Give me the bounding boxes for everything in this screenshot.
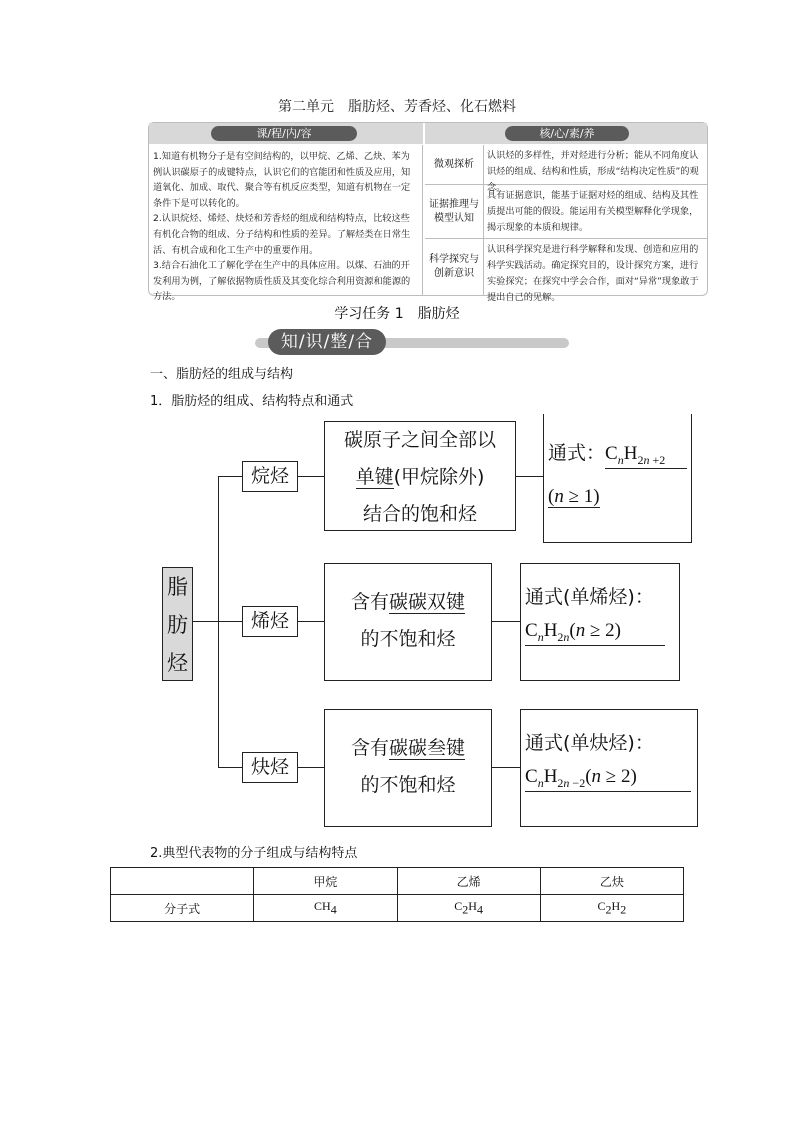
alkane-key-term: 单键 <box>355 466 394 488</box>
course-item: 3.结合石油化工了解化学在生产中的具体应用。以煤、石油的开发利用为例，了解依据物质性质及其变化综合利用资源和能源的方法。 <box>153 260 411 303</box>
table-header-row <box>111 868 684 895</box>
table-header-cell: 乙烯 <box>397 868 540 895</box>
alkene-desc-line1: 含有碳碳双键 <box>350 591 466 613</box>
alkene-desc-line2: 的不饱和烃 <box>360 628 456 650</box>
alkane-formula-box <box>543 414 692 543</box>
literacy-row <box>425 145 707 193</box>
literacy-text: 具有证据意识，能基于证据对烃的组成、结构及其性质提出可能的假设。能运用有关模型解释化学现象，揭示现象的本质和规律。 <box>487 190 699 233</box>
alkyne-formula-title: 通式(单炔烃)： <box>525 732 654 754</box>
table-cell-formula: $CH_4$ <box>254 895 397 922</box>
alkane-formula <box>548 438 687 469</box>
alkene-formula-box <box>520 563 680 681</box>
course-item: 1.知道有机物分子是有空间结构的，以甲烷、乙烯、乙炔、苯为例认识碳原子的成键特点，认识它们的官能团和性质及应用，知道氧化、加成、取代、聚合等有机反应类型，知道有机物在一定条件下是可以转化的。 <box>153 151 411 209</box>
connector-line <box>492 767 520 768</box>
alkene-formula-title: 通式(单烯烃)： <box>525 586 654 608</box>
alkene-key-term: 碳碳双键 <box>389 591 466 613</box>
alkyne-desc-line1: 含有碳碳叁键 <box>350 737 466 759</box>
root-char: 烃 <box>167 651 188 675</box>
root-char: 肪 <box>167 613 188 637</box>
literacy-label: 微观探析 <box>425 145 484 184</box>
course-literacy-table <box>148 122 708 303</box>
task-title: 学习任务 1 脂肪烃 <box>334 306 460 322</box>
literacy-text: 认识烃的多样性，并对烃进行分析；能从不同角度认识烃的组成、结构和性质，形成“结构决定性质”的观念。 <box>487 150 699 193</box>
literacy-label: 科学探究与创新意识 <box>425 239 484 295</box>
table-row-label: 分子式 <box>111 895 254 922</box>
connector-line <box>516 476 543 477</box>
connector-line <box>492 621 520 622</box>
literacy-row <box>425 239 707 303</box>
course-content-pill: 课/程/内/容 <box>211 126 357 141</box>
alkyne-formula: $C_nH_{2n -2}(n \ge 2)$ <box>525 766 691 792</box>
root-char: 脂 <box>167 575 188 599</box>
connector-line <box>298 476 324 477</box>
alkyne-desc-line2: 的不饱和烃 <box>360 774 456 796</box>
alkyne-key-term: 碳碳叁键 <box>389 737 466 759</box>
table-header-cell: 乙炔 <box>540 868 683 895</box>
alkane-description-box <box>324 421 516 531</box>
alkane-desc-line3: 结合的饱和烃 <box>362 503 477 525</box>
table-cell-formula: $C_2H_4$ <box>397 895 540 922</box>
connector-line <box>298 621 324 622</box>
literacy-row <box>425 185 707 239</box>
course-content-header <box>149 123 423 144</box>
formula-prefix: 通式： <box>548 442 606 464</box>
subsection-heading: 1．脂肪烃的组成、结构特点和通式 <box>150 394 354 409</box>
alkane-label-box: 烷烃 <box>242 461 298 492</box>
molecule-table <box>110 867 684 922</box>
table-row <box>111 895 684 922</box>
table-header-cell <box>111 868 254 895</box>
alkene-label-box: 烯烃 <box>242 606 298 637</box>
knowledge-banner: 知/识/整/合 <box>268 329 386 355</box>
alkane-desc-line1: 碳原子之间全部以 <box>343 429 496 451</box>
literacy-label: 证据推理与模型认知 <box>425 185 484 238</box>
section-heading: 一、脂肪烃的组成与结构 <box>150 367 294 382</box>
table-cell-formula: $C_2H_2$ <box>540 895 683 922</box>
course-item: 2.认识烷烃、烯烃、炔烃和芳香烃的组成和结构特点，比较这些有机化合物的组成、分子结构和性质的差异。了解烃类在日常生活、有机合成和化工生产中的重要作用。 <box>153 213 411 256</box>
alkane-desc-line2 <box>325 459 515 496</box>
connector-line <box>218 767 242 768</box>
alkyne-description-box <box>324 709 492 827</box>
table-header-cell: 甲烷 <box>254 868 397 895</box>
connector-line <box>218 621 242 622</box>
core-literacy-header <box>425 123 707 144</box>
section-heading: 2.典型代表物的分子组成与结构特点 <box>150 846 358 861</box>
alkyne-formula-box <box>520 709 698 827</box>
connector-line <box>218 476 219 768</box>
literacy-text: 认识科学探究是进行科学解释和发现、创造和应用的科学实践活动。确定探究目的，设计探究方案，进行实验探究；在探究中学会合作，面对“异常”现象敢于提出自己的见解。 <box>487 244 699 303</box>
connector-line <box>193 621 218 622</box>
alkyne-label-box: 炔烃 <box>242 752 298 783</box>
aliphatic-root-box <box>162 567 193 681</box>
core-literacy-pill: 核/心/素/养 <box>505 126 629 141</box>
alkane-desc-note: (甲烷除外) <box>393 466 485 488</box>
connector-line <box>218 476 242 477</box>
connector-line <box>298 767 324 768</box>
unit-title: 第二单元 脂肪烃、芳香烃、化石燃料 <box>278 99 516 115</box>
alkane-condition: (n ≥ 1) <box>548 486 600 507</box>
formula-expression: $C_nH_{2n +2}$ <box>605 443 687 469</box>
alkene-description-box <box>324 563 492 681</box>
course-content-list <box>149 145 423 303</box>
alkene-formula: $C_nH_{2n}(n \ge 2)$ <box>525 620 665 646</box>
